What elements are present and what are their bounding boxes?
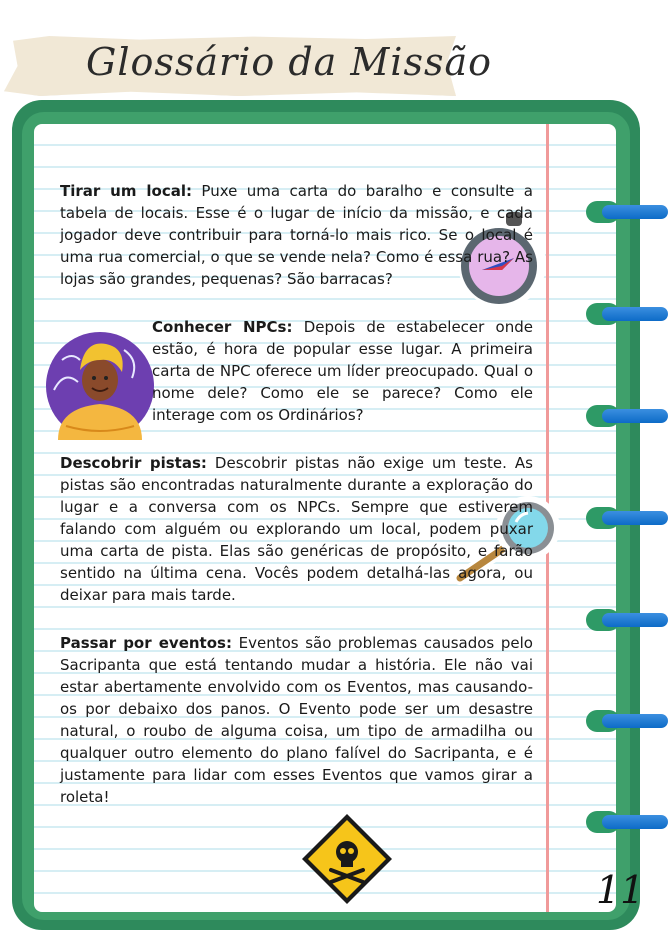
binder-ring [586,710,668,732]
binder-ring [586,201,668,223]
binder-ring [586,507,668,529]
entry-text: Puxe uma carta do baralho e consulte a tabela de locais. Esse é o lugar de início da missão, e cada jogador deve contribuir para torná-lo mais rico. Se o local é uma rua comercial, o que se vende nela? Como é essa rua? As lojas são grandes, pequenas? São barracas? [60,182,533,288]
binder-ring [586,303,668,325]
entry-term: Descobrir pistas: [60,454,207,472]
hazard-skull-icon [300,812,394,906]
glossary-entry [60,316,533,426]
glossary-text [60,180,533,808]
entry-term: Passar por eventos: [60,634,232,652]
glossary-entry [60,452,533,606]
glossary-entry [60,632,533,808]
page-number: 11 [596,868,645,912]
entry-term: Conhecer NPCs: [152,318,293,336]
entry-term: Tirar um local: [60,182,192,200]
binder-ring [586,609,668,631]
binder-ring [586,405,668,427]
entry-text: Descobrir pistas não exige um teste. As pistas são encontradas naturalmente durante a exploração do lugar e a conversa com os NPCs. Sempre que estiverem falando com alguém ou explorando um local, podem puxar uma carta de pista. Elas são genéricas de propósito, e farão sentido na última cena. Vocês podem detalhá-las agora, ou deixar para mais tarde. [60,454,533,604]
entry-text: Eventos são problemas causados pelo Sacripanta que está tentando mudar a história. Ele não vai estar abertamente envolvido com os Eventos, mas causando-os por debaixo dos panos. O Evento pode ser um desastre natural, o roubo de alguma coisa, um tipo de armadilha ou qualquer outro elemento do plano falível do Sacripanta, e é justamente para lidar com esses Eventos que vamos girar a roleta! [60,634,533,806]
page-title: Glossário da Missão [86,40,492,84]
binder-ring [586,811,668,833]
glossary-entry [60,180,533,290]
entry-text: Depois de estabelecer onde estão, é hora de popular esse lugar. A primeira carta de NPC oferece um líder preocupado. Qual o nome dele? Como ele se parece? Como ele interage com os Ordinários? [152,318,533,424]
